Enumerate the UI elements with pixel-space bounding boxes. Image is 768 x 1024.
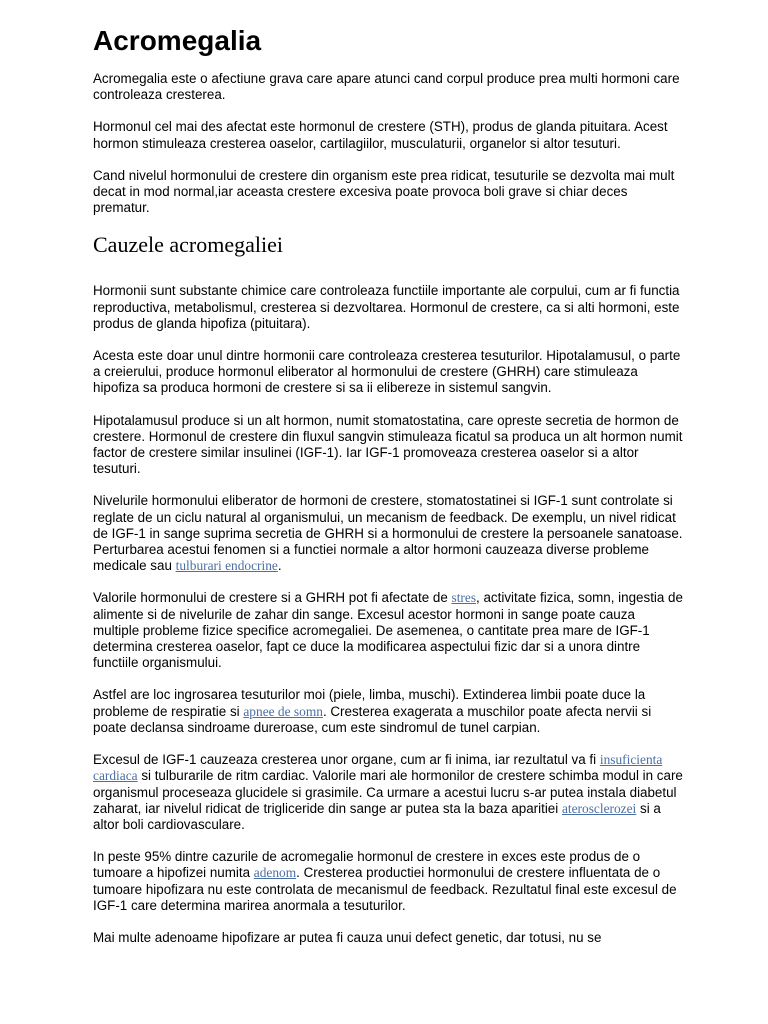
intro-paragraph-2: Hormonul cel mai des afectat este hormonul de crestere (STH), produs de glanda pituitara. Acest hormon stimuleaza cresterea oaselor, cartilagiilor, musculaturii, organelor si altor tesuturi. <box>93 119 668 151</box>
body-paragraph-1: Hormonii sunt substante chimice care controleaza functiile importante ale corpului, cum ar fi functia reproductiva, metabolismul, cresterea si dezvoltarea. Hormonul de crestere, ca si alti hormoni, este produs de glanda hipofiza (pituitara). <box>93 283 680 331</box>
paragraph-text: In peste 95% dintre cazurile de acromegalie hormonul de crestere in exces este produs de o tumoare a hipofizei numita <box>93 849 641 881</box>
paragraph-text: Astfel are loc ingrosarea tesuturilor moi (piele, limba, muschi). Extinderea limbii poate duce la probleme de respiratie si <box>93 687 646 719</box>
paragraph-text: Excesul de IGF-1 cauzeaza cresterea unor organe, cum ar fi inima, iar rezultatul va fi <box>93 752 600 768</box>
document-page <box>93 24 683 962</box>
link-aterosclerozei[interactable]: aterosclerozei <box>561 800 637 816</box>
paragraph-text: . Cresterea productiei hormonului de crestere influentata de o tumoare hipofizara nu este controlata de mecanismul de feedback. Rezultatul final este excesul de IGF-1 care determina marirea anormala a tesuturilor. <box>93 865 677 913</box>
body-paragraph-6 <box>93 687 683 736</box>
body-paragraph-3: Hipotalamusul produce si un alt hormon, numit stomatostatina, care opreste secretia de hormon de crestere. Hormonul de crestere din fluxul sangvin stimuleaza ficatul sa produca un alt hormon numit factor de crestere similar insulinei (IGF-1). Iar IGF-1 promoveaza cresterea oaselor si a altor tesuturi. <box>93 412 683 477</box>
paragraph-text: si a altor boli cardiovasculare. <box>93 800 661 832</box>
paragraph-text: Valorile hormonului de crestere si a GHRH pot fi afectate de <box>93 590 452 606</box>
paragraph-text: . <box>277 558 282 574</box>
body-paragraph-7 <box>93 752 683 833</box>
body-paragraph-2: Acesta este doar unul dintre hormonii care controleaza cresterea tesuturilor. Hipotalamusul, o parte a creierului, produce hormonul eliberator al hormonului de crestere (GHRH) care stimuleaza hipofiza sa produca hormoni de crestere si sa ii elibereze in sistemul sangvin. <box>93 348 681 396</box>
section-heading: Cauzele acromegaliei <box>93 232 283 258</box>
paragraph-text: si tulburarile de ritm cardiac. Valorile mari ale hormonilor de crestere schimba modul in care organismul proceseaza glucidele si grasimile. Ca urmare a acestui lucru s-ar putea instala diabetul zaharat, iar nivelul ridicat de trigliceride din sange ar putea sta la baza aparitiei <box>93 768 683 816</box>
link-apnee-de-somn[interactable]: apnee de somn <box>243 703 323 719</box>
body-paragraph-8 <box>93 849 683 914</box>
link-stres[interactable]: stres <box>451 590 477 606</box>
body-paragraph-4 <box>93 493 683 574</box>
intro-paragraph-3: Cand nivelul hormonului de crestere din organism este prea ridicat, tesuturile se dezvolta mai mult decat in mod normal,iar aceasta crestere excesiva poate provoca boli grave si chiar deces prematur. <box>93 167 675 216</box>
link-tulburari-endocrine[interactable]: tulburari endocrine <box>175 558 278 574</box>
link-insuficienta-cardiaca[interactable]: insuficienta cardiaca <box>93 752 663 784</box>
page-title: Acromegalia <box>93 25 262 56</box>
link-adenom[interactable]: adenom <box>253 865 297 881</box>
paragraph-text: Nivelurile hormonului eliberator de hormoni de crestere, stomatostatinei si IGF-1 sunt controlate si reglate de un ciclu natural al organismului, un mecanism de feedback. De exemplu, un nivel ridicat de IGF-1 in sange suprima secretia de GHRH si a hormonului de crestere la persoanele sanatoase. Perturbarea acestui fenomen si a functiei normale a altor hormoni cauzeaza diverse probleme medicale sau <box>93 493 683 574</box>
paragraph-text: . Cresterea exagerata a muschilor poate afecta nervii si poate declansa sindroame dureroase, cum este sindromul de tunel carpian. <box>93 703 652 735</box>
body-paragraph-9: Mai multe adenoame hipofizare ar putea fi cauza unui defect genetic, dar totusi, nu se <box>93 929 602 945</box>
body-paragraph-5 <box>93 590 683 671</box>
paragraph-text: , activitate fizica, somn, ingestia de alimente si de nivelurile de zahar din sange. Excesul acestor hormoni in sange poate cauza multiple probleme fizice specifice acromegaliei. De asemenea, o cantitate prea mare de IGF-1 determina cresterea oaselor, fapt ce duce la modificarea aspectului fizic dar si a unora dintre functiile organismului. <box>93 590 683 671</box>
intro-paragraph-1: Acromegalia este o afectiune grava care apare atunci cand corpul produce prea multi hormoni care controleaza cresterea. <box>93 71 680 103</box>
